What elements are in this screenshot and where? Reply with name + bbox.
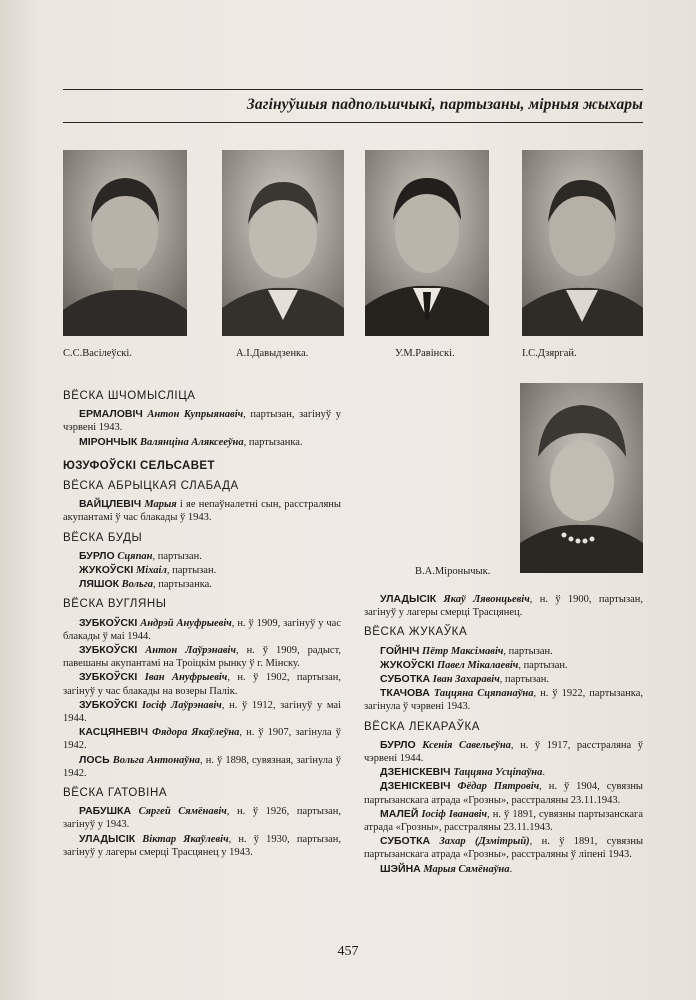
- person-entry: [63, 699, 341, 725]
- entry-text: , н. ў 1891, сувязны партызанскага атрада «Грозны», расстраляны ў ліпені 1943.: [364, 836, 643, 861]
- entry-surname: ЕРМАЛОВІЧ: [79, 408, 143, 421]
- entry-surname: БУРЛО: [79, 549, 115, 562]
- page-number: 457: [337, 944, 359, 959]
- entry-text: , партызан, загінуў у чэрвені 1943.: [63, 409, 341, 434]
- entry-given-name: Таццяна Усціпаўна: [453, 767, 543, 779]
- portrait-photo-2: [222, 150, 344, 336]
- person-entry: [63, 833, 341, 859]
- entry-given-name: Вольга Антонаўна: [112, 754, 201, 766]
- entry-text: , партызан.: [166, 565, 217, 577]
- portrait-caption-5: В.А.Міронычык.: [415, 566, 491, 577]
- person-entry: [364, 593, 643, 619]
- portrait-photo-5: [520, 383, 643, 573]
- person-entry: [63, 805, 341, 831]
- entry-surname: СУБОТКА: [380, 835, 431, 848]
- entry-surname: УЛАДЫСІК: [79, 832, 136, 845]
- entry-surname: ЖУКОЎСКІ: [380, 658, 435, 671]
- entry-text: , н. ў 1900, партызан, загінуў у лагеры смерці Трасцянец.: [364, 594, 643, 619]
- entry-given-name: Іосіф Лаўрэнавіч: [141, 699, 222, 711]
- portrait-1-image: [63, 150, 187, 336]
- person-entry: [63, 498, 341, 524]
- entry-text: , н. ў 1898, сувязная, загінула ў 1942.: [63, 754, 341, 779]
- entry-given-name: Сяргей Сямёнавіч: [138, 806, 227, 818]
- entry-text: .: [542, 767, 545, 779]
- entry-text: , партызан.: [518, 659, 568, 671]
- left-text-column: [63, 383, 341, 860]
- page-header-title: Загінуўшыя падпольшчыкі, партызаны, мірныя жыхары: [246, 96, 643, 113]
- header-rule-top: [63, 89, 643, 90]
- entry-text: , н. ў 1909, загінуў у час блакады ў маі 1944.: [63, 617, 342, 642]
- village-heading: ВЁСКА ГАТОВІНА: [63, 787, 168, 800]
- entry-text: , н. ў 1904, сувязны партызанскага атрада «Грозны», расстраляны 23.11.1943.: [364, 781, 643, 806]
- entry-surname: ЛОСЬ: [79, 753, 110, 766]
- entry-text: , н. ў 1922, партызанка, загінула ў чэрвені 1943.: [364, 688, 643, 713]
- portrait-5-image: [520, 383, 643, 573]
- portrait-4-image: [522, 150, 643, 336]
- village-heading: ВЁСКА АБРЫЦКАЯ СЛАБАДА: [63, 480, 239, 493]
- entry-given-name: Фядора Якаўлеўна: [152, 727, 240, 739]
- entry-given-name: Захар (Дзмітрый): [439, 836, 530, 848]
- portrait-photo-4: [522, 150, 643, 336]
- person-entry: [63, 617, 341, 643]
- portrait-caption-2: А.І.Давыдзенка.: [236, 348, 309, 359]
- entry-text: , н. ў 1912, загінуў у маі 1944.: [63, 699, 342, 725]
- entry-given-name: Сцяпан: [117, 550, 153, 562]
- entry-surname: ЗУБКОЎСКІ: [79, 698, 138, 711]
- entry-surname: БУРЛО: [380, 738, 416, 751]
- entry-surname: ТКАЧОВА: [380, 687, 430, 700]
- right-text-column: [364, 593, 643, 877]
- person-entry: [63, 726, 341, 752]
- village-heading: ВЁСКА ЛЕКАРАЎКА: [364, 720, 481, 733]
- entry-text: і яе непаўналетні сын, расстраляны акупантамі ў час блакады ў 1943.: [63, 499, 341, 524]
- entry-given-name: Таццяна Сцяпанаўна: [433, 688, 534, 700]
- entry-given-name: Якаў Лявонцьевіч: [443, 594, 530, 605]
- person-entry: [364, 835, 643, 861]
- person-entry: [364, 863, 643, 876]
- entry-given-name: Вольга: [121, 579, 153, 591]
- entry-surname: ГОЙНІЧ: [380, 644, 420, 657]
- entry-surname: РАБУШКА: [79, 805, 132, 818]
- entry-text: , н. ў 1902, партызан, загінуў у час блакады на возеры Палік.: [63, 672, 341, 697]
- entry-given-name: Віктар Якаўлевіч: [142, 833, 229, 845]
- person-entry: [364, 659, 643, 672]
- header-rule-bottom: [63, 122, 643, 123]
- person-entry: [63, 550, 341, 563]
- village-heading: ВЁСКА БУДЫ: [63, 531, 143, 544]
- village-heading: ВЁСКА ВУГЛЯНЫ: [63, 598, 167, 611]
- portrait-caption-1: С.С.Васілеўскі.: [63, 348, 132, 359]
- person-entry: [63, 436, 341, 449]
- entry-given-name: Фёдар Пятровіч: [457, 781, 540, 793]
- entry-text: , н. ў 1917, расстраляна ў чэрвені 1944.: [364, 739, 644, 765]
- person-entry: [63, 671, 341, 697]
- entry-surname: ДЗЕНІСКЕВІЧ: [380, 780, 451, 793]
- entry-given-name: Іосіф Іванавіч: [421, 808, 488, 820]
- entry-surname: ДЗЕНІСКЕВІЧ: [380, 766, 451, 779]
- entry-given-name: Міхаіл: [135, 565, 167, 577]
- entry-text: , н. ў 1930, партызан, загінуў у лагеры смерці Трасцянец у 1943.: [63, 833, 341, 858]
- person-entry: [364, 808, 643, 834]
- council-heading: ЮЗУФОЎСКІ СЕЛЬСАВЕТ: [63, 459, 215, 472]
- person-entry: [364, 673, 643, 686]
- entry-given-name: Валянціна Аляксееўна: [139, 436, 244, 448]
- village-heading: ВЁСКА ЖУКАЎКА: [364, 626, 468, 639]
- entry-given-name: Антон Лаўрэнавіч: [145, 645, 236, 657]
- entry-surname: МАЛЕЙ: [380, 807, 419, 820]
- entry-surname: ЖУКОЎСКІ: [79, 564, 134, 577]
- entry-text: , партызанка.: [243, 436, 303, 448]
- portrait-3-image: [365, 150, 489, 336]
- entry-text: , н. ў 1907, загінула ў 1942.: [63, 727, 341, 752]
- entry-surname: КАСЦЯНЕВІЧ: [79, 726, 148, 739]
- portrait-photo-3: [365, 150, 489, 336]
- entry-given-name: Андрэй Ануфрыевіч: [140, 617, 232, 629]
- person-entry: [364, 687, 643, 713]
- entry-surname: СУБОТКА: [380, 673, 431, 686]
- entry-text: , партызан.: [503, 645, 553, 657]
- entry-surname: ЗУБКОЎСКІ: [79, 616, 138, 629]
- portrait-caption-4: І.С.Дзяргай.: [522, 348, 577, 359]
- entry-surname: ЗУБКОЎСКІ: [79, 644, 138, 657]
- portrait-photo-1: [63, 150, 187, 336]
- entry-surname: УЛАДЫСІК: [380, 593, 437, 605]
- person-entry: [63, 564, 341, 577]
- portrait-2-image: [222, 150, 344, 336]
- entry-surname: ЗУБКОЎСКІ: [79, 671, 138, 684]
- person-entry: [63, 408, 341, 434]
- person-entry: [364, 645, 643, 658]
- entry-given-name: Марыя Сямёнаўна: [423, 863, 510, 875]
- entry-given-name: Пётр Максімавіч: [422, 645, 504, 657]
- entry-given-name: Іван Захаравіч: [432, 674, 500, 686]
- person-entry: [364, 766, 643, 779]
- entry-text: , партызанка.: [152, 579, 212, 591]
- person-entry: [63, 754, 341, 780]
- entry-text: .: [509, 863, 513, 875]
- person-entry: [63, 644, 341, 670]
- entry-surname: МІРОНЧЫК: [79, 435, 138, 448]
- entry-surname: ШЭЙНА: [380, 862, 421, 875]
- entry-given-name: Іван Ануфрыевіч: [144, 672, 228, 684]
- village-heading: ВЁСКА ШЧОМЫСЛІЦА: [63, 390, 196, 402]
- entry-text: , н. ў 1926, партызан, загінуў у 1943.: [63, 806, 341, 831]
- entry-text: , партызан.: [152, 550, 202, 562]
- person-entry: [63, 578, 341, 591]
- person-entry: [364, 780, 643, 806]
- entry-given-name: Павел Мікалаевіч: [436, 659, 519, 671]
- person-entry: [364, 739, 643, 765]
- entry-text: , партызан.: [499, 674, 550, 686]
- entry-given-name: Марыя: [144, 499, 177, 511]
- portrait-caption-3: У.М.Равінскі.: [395, 348, 455, 359]
- entry-surname: ЛЯШОК: [79, 578, 120, 591]
- entry-surname: ВАЙЦЛЕВІЧ: [79, 498, 142, 511]
- entry-given-name: Ксенія Савельеўна: [422, 739, 511, 751]
- entry-given-name: Антон Купрыянавіч: [147, 409, 244, 421]
- entry-text: , н. ў 1909, радыст, павешаны акупантамі на Троіцкім рынку ў г. Мінску.: [63, 645, 342, 670]
- entry-text: , н. ў 1891, сувязны партызанскага атрада «Грозны», расстраляны 23.11.1943.: [364, 808, 643, 834]
